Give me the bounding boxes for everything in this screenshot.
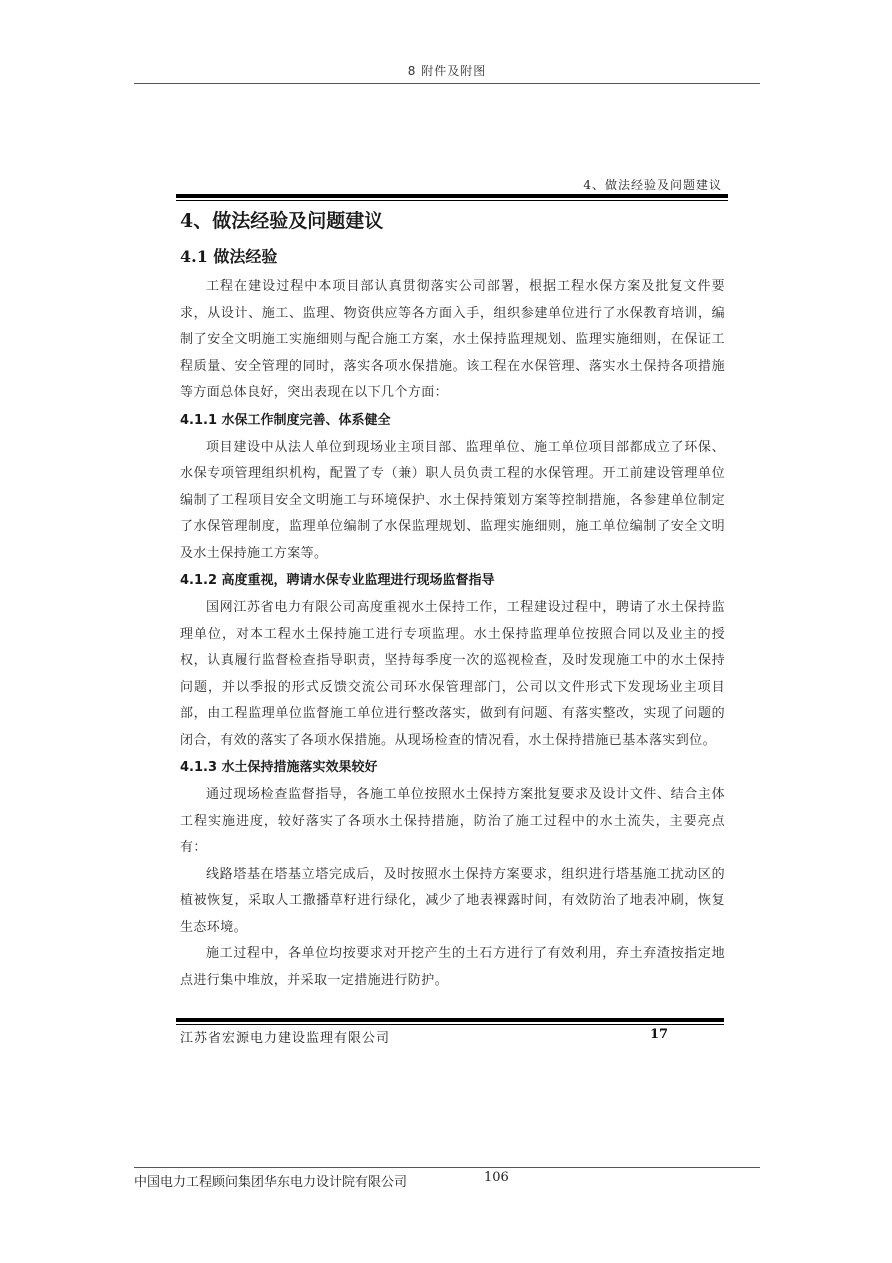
outer-page-header: 8 附件及附图 [407,64,487,78]
inner-footer-divider-thin [176,1024,724,1025]
paragraph: 项目建设中从法人单位到现场业主项目部、监理单位、施工单位项目部都成立了环保、水保专项管理组织机构，配置了专（兼）职人员负责工程的水保管理。开工前建设管理单位编制了工程项目安全文明施工与环境保护、水土保持策划方案等控制措施，各参建单位制定了水保管理制度，监理单位编制了水保监理规划、监理实施细则，施工单位编制了安全文明及水土保持施工方案等。 [180,439,725,561]
document-body [180,206,725,994]
intro-paragraph: 工程在建设过程中本项目部认真贯彻落实公司部署，根据工程水保方案及批复文件要求，从设计、施工、监理、物资供应等各方面入手，组织参建单位进行了水保教育培训，编制了安全文明施工实施细则与配合施工方案，水土保持监理规划、监理实施细则，在保证工程质量、安全管理的同时，落实各项水保措施。该工程在水保管理、落实水土保持各项措施等方面总体良好，突出表现在以下几个方面： [180,279,725,400]
inner-page-number: 17 [650,1027,669,1042]
paragraph: 施工过程中，各单位均按要求对开挖产生的土石方进行了有效利用，弃土弃渣按指定地点进行集中堆放，并采取一定措施进行防护。 [180,946,725,988]
paragraph: 通过现场检查监督指导，各施工单位按照水土保持方案批复要求及设计文件、结合主体工程实施进度，较好落实了各项水土保持措施，防治了施工过程中的水土流失，主要亮点有： [180,787,725,855]
outer-page-number: 106 [484,1170,509,1185]
inner-header-divider-thick [176,194,728,198]
item-title-4-1-3: 4.1.3 水土保持措施落实效果较好 [180,760,378,775]
item-title-4-1-2: 4.1.2 高度重视，聘请水保专业监理进行现场监督指导 [180,573,495,588]
section-title: 4、做法经验及问题建议 [180,210,384,232]
inner-header-divider-thin [176,200,728,201]
inner-page-header: 4、做法经验及问题建议 [583,178,722,192]
inner-footer-divider-thick [176,1018,724,1022]
item-title-4-1-1: 4.1.1 水保工作制度完善、体系健全 [180,412,391,428]
outer-footer-divider [134,1167,760,1168]
paragraph: 国网江苏省电力有限公司高度重视水土保持工作，工程建设过程中，聘请了水土保持监理单位，对本工程水土保持施工进行专项监理。水土保持监理单位按照合同以及业主的授权，认真履行监督检查指导职责，坚持每季度一次的巡视检查，及时发现施工中的水土保持问题，并以季报的形式反馈交流公司环水保管理部门，公司以文件形式下发现场业主项目部，由工程监理单位监督施工单位进行整改落实，做到有问题、有落实整改，实现了问题的闭合，有效的落实了各项水保措施。从现场检查的情况看，水土保持措施已基本落实到位。 [180,600,725,748]
outer-footer-company: 中国电力工程顾问集团华东电力设计院有限公司 [134,1175,408,1190]
outer-header-divider [134,83,760,84]
subsection-title: 4.1 做法经验 [180,247,278,266]
inner-footer-company: 江苏省宏源电力建设监理有限公司 [180,1031,391,1046]
paragraph: 线路塔基在塔基立塔完成后，及时按照水土保持方案要求，组织进行塔基施工扰动区的植被恢复，采取人工撒播草籽进行绿化，减少了地表裸露时间，有效防治了地表冲刷，恢复生态环境。 [180,866,725,935]
